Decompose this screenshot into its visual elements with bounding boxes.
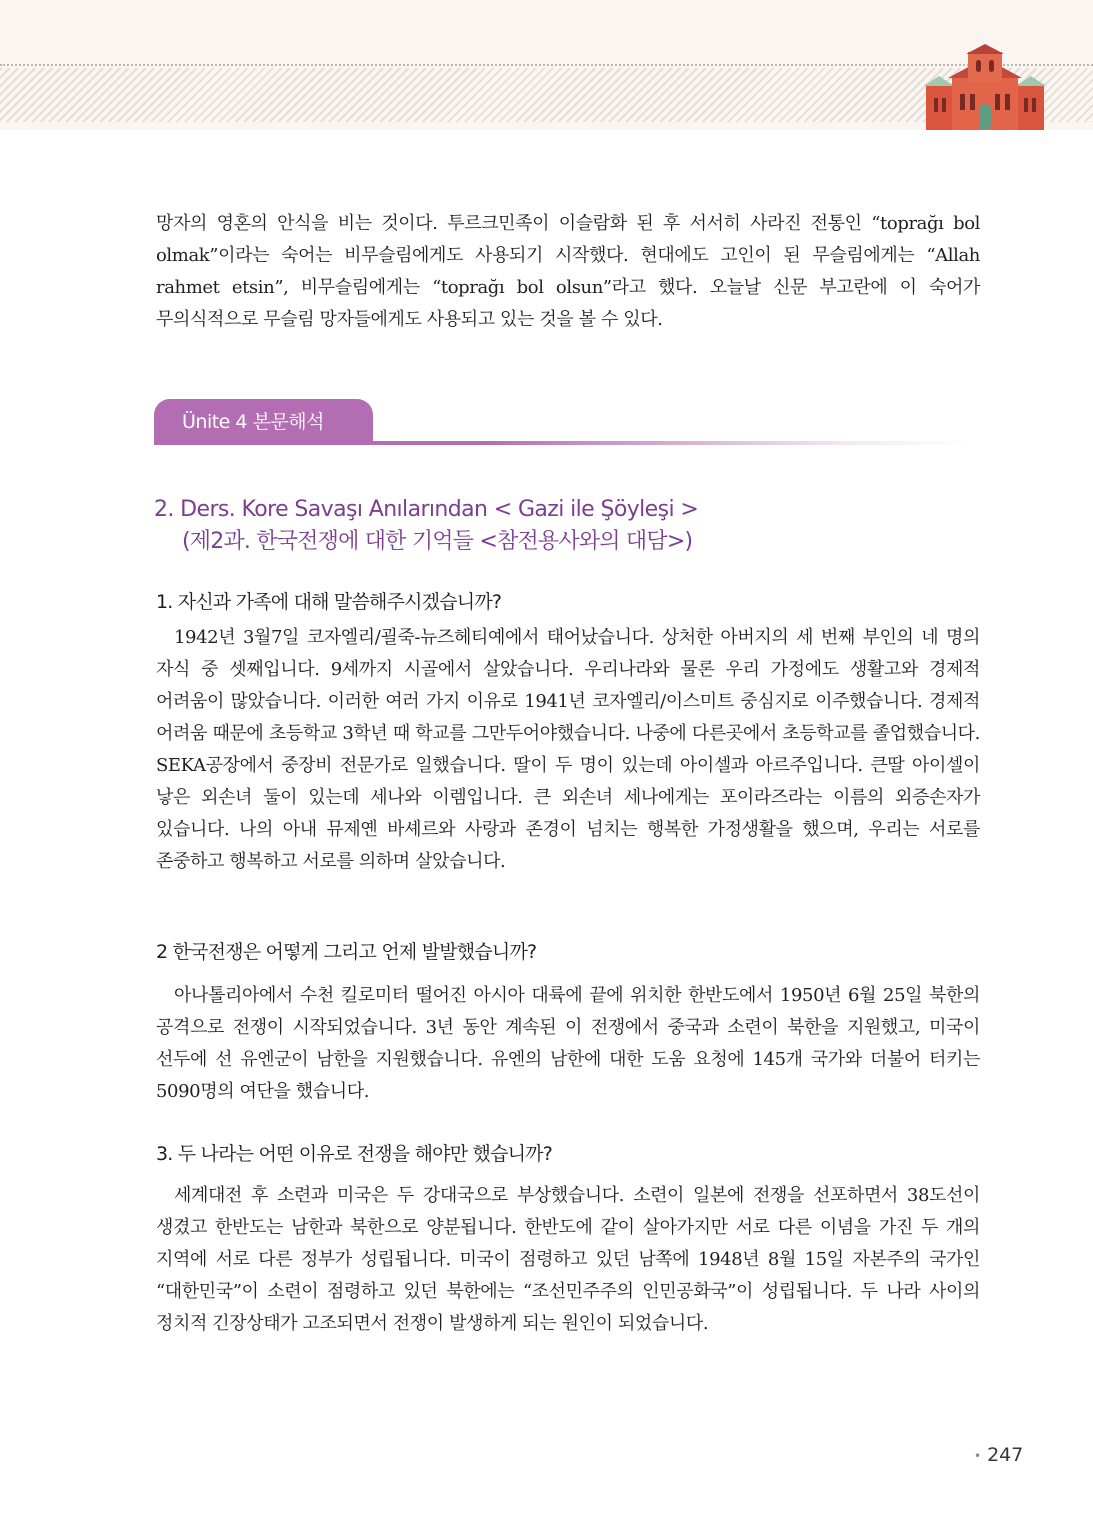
church-building-icon	[922, 42, 1048, 132]
question-2: 2 한국전쟁은 어떻게 그리고 언제 발발했습니까?	[156, 941, 537, 963]
lesson-subtitle: (제2과. 한국전쟁에 대한 기억들 <참전용사와의 대담>)	[182, 529, 693, 554]
intro-paragraph: 망자의 영혼의 안식을 비는 것이다. 투르크민족이 이슬람화 된 후 서서히 사라진 전통인 “toprağı bol olmak”이라는 숙어는 비무슬림에게도 사용되기 시작했다. 현대에도 고인이 된 무슬림에게는 “Allah rahmet etsin”, 비무슬림에게는 “toprağı bol olsun”라고 했다. 오늘날 신문 부고란에 이 숙어가 무의식적으로 무슬림 망자들에게도 사용되고 있는 것을 볼 수 있다.	[156, 213, 980, 330]
question-1: 1. 자신과 가족에 대해 말씀해주시겠습니까?	[156, 591, 502, 613]
unit-tab-label: Ünite 4 본문해석	[154, 399, 373, 445]
lesson-title-block	[154, 494, 974, 558]
lesson-title: 2. Ders. Kore Savaşı Anılarından < Gazi ile Şöyleşi >	[154, 497, 699, 522]
answer-3: 세계대전 후 소련과 미국은 두 강대국으로 부상했습니다. 소련이 일본에 전쟁을 선포하면서 38도선이 생겼고 한반도는 남한과 북한으로 양분됩니다. 한반도에 같이 살아가지만 서로 다른 이념을 가진 두 개의 지역에 서로 다른 정부가 성립됩니다. 미국이 점령하고 있던 남쪽에 1948년 8월 15일 자본주의 국가인 “대한민국”이 소련이 점령하고 있던 북한에는 “조선민주주의 인민공화국”이 성립됩니다. 두 나라 사이의 정치적 긴장상태가 고조되면서 전쟁이 발생하게 되는 원인이 되었습니다.	[156, 1185, 980, 1334]
answer-1: 1942년 3월7일 코자엘리/괼죽-뉴즈헤티예에서 태어났습니다. 상처한 아버지의 세 번째 부인의 네 명의 자식 중 셋째입니다. 9세까지 시골에서 살았습니다. 우리나라와 물론 우리 가정에도 생활고와 경제적 어려움이 많았습니다. 이러한 여러 가지 이유로 1941년 코자엘리/이스미트 중심지로 이주했습니다. 경제적 어려움 때문에 초등학교 3학년 때 학교를 그만두어야했습니다. 나중에 다른곳에서 초등학교를 졸업했습니다. SEKA공장에서 중장비 전문가로 일했습니다. 딸이 두 명이 있는데 아이셀과 아르주입니다. 큰딸 아이셀이 낳은 외손녀 둘이 있는데 세나와 이렘입니다. 큰 외손녀 세나에게는 포이라즈라는 이름의 외증손자가 있습니다. 나의 아내 뮤제옌 바셰르와 사랑과 존경이 넘치는 행복한 가정생활을 했으며, 우리는 서로를 존중하고 행복하고 서로를 의하며 살았습니다.	[156, 627, 980, 872]
question-3: 3. 두 나라는 어떤 이유로 전쟁을 해야만 했습니까?	[156, 1143, 553, 1165]
unit-underline	[154, 441, 974, 445]
page-number-value: 247	[987, 1444, 1024, 1466]
page-number: • 247	[974, 1444, 1024, 1466]
answer-2: 아나톨리아에서 수천 킬로미터 떨어진 아시아 대륙에 끝에 위치한 한반도에서 1950년 6월 25일 북한의 공격으로 전쟁이 시작되었습니다. 3년 동안 계속된 이 전쟁에서 중국과 소련이 북한을 지원했고, 미국이 선두에 선 유엔군이 남한을 지원했습니다. 유엔의 남한에 대한 도움 요청에 145개 국가와 더불어 터키는 5090명의 여단을 했습니다.	[156, 985, 980, 1102]
